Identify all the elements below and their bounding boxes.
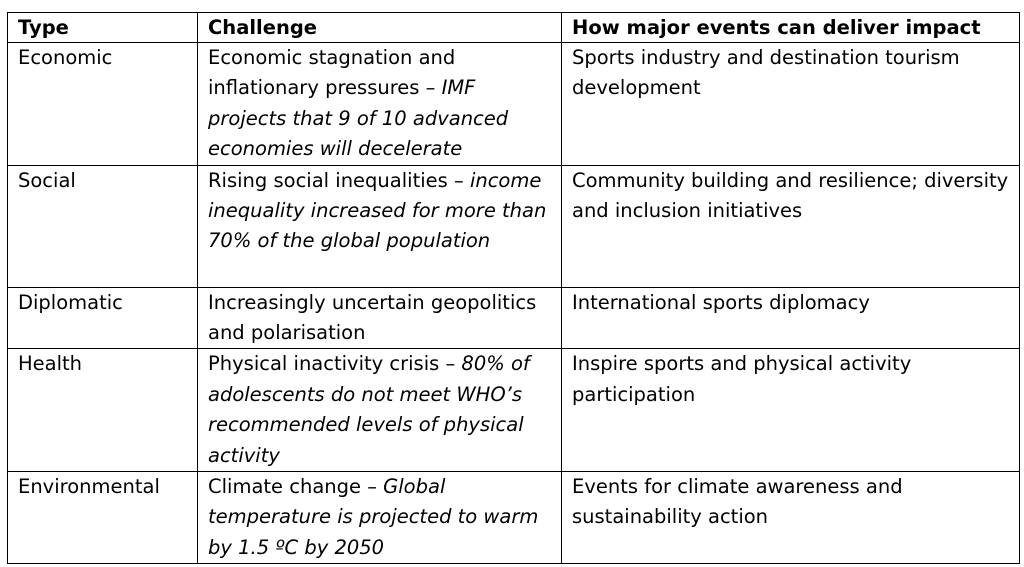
cell-challenge bbox=[198, 43, 562, 166]
table-header-row bbox=[8, 13, 1020, 43]
table-row bbox=[8, 165, 1020, 287]
cell-impact: Sports industry and destination tourism development bbox=[562, 43, 1020, 166]
challenge-detail: IMF projects that 9 of 10 advanced economies will decelerate bbox=[208, 76, 509, 161]
cell-type: Health bbox=[8, 349, 198, 472]
table-row bbox=[8, 349, 1020, 472]
challenge-detail: income inequality increased for more than 70% of the global population bbox=[208, 168, 547, 253]
impact-table bbox=[7, 12, 1020, 564]
header-type: Type bbox=[8, 13, 198, 43]
cell-type: Diplomatic bbox=[8, 287, 198, 349]
challenge-detail: Global temperature is projected to warm by 1.5 ºC by 2050 bbox=[208, 475, 539, 559]
challenge-text: Rising social inequalities – bbox=[208, 168, 470, 192]
cell-challenge bbox=[198, 287, 562, 349]
challenge-detail: 80% of adolescents do not meet WHO’s recommended levels of physical activity bbox=[208, 352, 530, 467]
challenge-text: Physical inactivity crisis – bbox=[208, 352, 462, 376]
table-row bbox=[8, 472, 1020, 564]
cell-type: Environmental bbox=[8, 472, 198, 564]
cell-impact: Community building and resilience; diversity and inclusion initiatives bbox=[562, 165, 1020, 287]
cell-type: Social bbox=[8, 165, 198, 287]
header-challenge: Challenge bbox=[198, 13, 562, 43]
challenge-text: Climate change – bbox=[208, 475, 384, 499]
table-row bbox=[8, 287, 1020, 349]
header-impact: How major events can deliver impact bbox=[562, 13, 1020, 43]
table-row bbox=[8, 43, 1020, 166]
cell-challenge bbox=[198, 472, 562, 564]
cell-challenge bbox=[198, 349, 562, 472]
challenge-text: Economic stagnation and inflationary pressures – bbox=[208, 46, 456, 100]
cell-impact: Inspire sports and physical activity participation bbox=[562, 349, 1020, 472]
cell-challenge bbox=[198, 165, 562, 287]
cell-type: Economic bbox=[8, 43, 198, 166]
cell-impact: International sports diplomacy bbox=[562, 287, 1020, 349]
cell-impact: Events for climate awareness and sustainability action bbox=[562, 472, 1020, 564]
challenge-text: Increasingly uncertain geopolitics and polarisation bbox=[208, 290, 537, 345]
